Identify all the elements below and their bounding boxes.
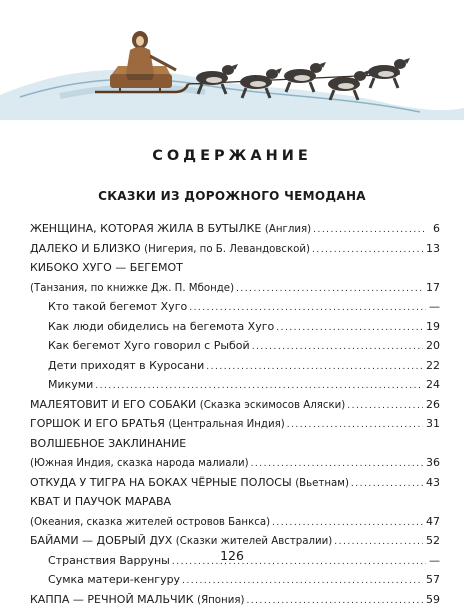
- toc-entry: [30, 456, 440, 476]
- toc-entry-source: (Южная Индия, сказка народа малиали): [30, 458, 249, 469]
- toc-entry-page: 19: [426, 320, 440, 333]
- toc-entry-title: Как люди обиделись на бегемота Хуго: [48, 320, 274, 333]
- toc-entry-title: ДАЛЕКО И БЛИЗКО: [30, 242, 141, 255]
- toc-entry-title: Кто такой бегемот Хуго: [48, 300, 187, 313]
- toc-entry-text: [30, 417, 285, 430]
- toc-entry-title: Странствия Варруны: [48, 554, 170, 567]
- toc-entry-text: [30, 242, 310, 255]
- toc-entry-text: [48, 339, 250, 352]
- toc-entry: [30, 593, 440, 612]
- toc-entry-text: [30, 281, 234, 294]
- dot-leader: [251, 459, 423, 469]
- toc-entry-page: 6: [430, 222, 440, 235]
- dot-leader: [95, 381, 423, 391]
- toc-entry-page: 26: [426, 398, 440, 411]
- toc-entry-page: 31: [426, 417, 440, 430]
- toc-entry-title: КИБОКО ХУГО — БЕГЕМОТ: [30, 261, 183, 274]
- dot-leader: [236, 284, 423, 294]
- toc-entry: [30, 300, 440, 320]
- dot-leader: [312, 245, 423, 255]
- toc-entry: [30, 437, 440, 457]
- toc-entry-page: —: [429, 554, 440, 567]
- toc-entry-page: 24: [426, 378, 440, 391]
- toc-entry-title: КВАТ И ПАУЧОК МАРАВА: [30, 495, 171, 508]
- toc-entry-page: 52: [426, 534, 440, 547]
- toc-entry-title: Микуми: [48, 378, 93, 391]
- dot-leader: [246, 596, 423, 606]
- toc-entry: [30, 339, 440, 359]
- toc-entry-title: ЖЕНЩИНА, КОТОРАЯ ЖИЛА В БУТЫЛКЕ: [30, 222, 261, 235]
- toc-entry-source: (Нигерия, по Б. Левандовской): [144, 244, 310, 255]
- dot-leader: [276, 323, 423, 333]
- dot-leader: [287, 420, 423, 430]
- toc-entry-text: [48, 573, 180, 586]
- page-number: 126: [0, 548, 464, 563]
- toc-entry-page: 57: [426, 573, 440, 586]
- toc-entry-title: ГОРШОК И ЕГО БРАТЬЯ: [30, 417, 165, 430]
- toc-entry-text: [30, 437, 186, 450]
- toc-entry-text: [30, 222, 311, 235]
- dog-sled-illustration: [0, 0, 464, 120]
- toc-entry-page: 47: [426, 515, 440, 528]
- toc-entry-text: [30, 534, 332, 547]
- dot-leader: [347, 401, 423, 411]
- dot-leader: [272, 518, 423, 528]
- toc-entry: [30, 222, 440, 242]
- toc-entry-text: [30, 515, 270, 528]
- dot-leader: [313, 225, 427, 235]
- dot-leader: [252, 342, 423, 352]
- toc-entry: [30, 476, 440, 496]
- toc-entry: [30, 359, 440, 379]
- toc-entry-text: [30, 476, 349, 489]
- toc-entry: [30, 378, 440, 398]
- toc-entry-text: [48, 378, 93, 391]
- toc-entry-source: (Танзания, по книжке Дж. П. Мбонде): [30, 283, 234, 294]
- toc-entry-page: 36: [426, 456, 440, 469]
- toc-entry: [30, 320, 440, 340]
- toc-entry-title: КАППА — РЕЧНОЙ МАЛЬЧИК: [30, 593, 194, 606]
- toc-entry: [30, 573, 440, 593]
- toc-entry-source: (Океания, сказка жителей островов Банкса): [30, 517, 270, 528]
- toc-entry-title: Сумка матери-кенгуру: [48, 573, 180, 586]
- toc-entry-source: (Вьетнам): [295, 478, 349, 489]
- toc-entry: [30, 242, 440, 262]
- toc-entry-page: 43: [426, 476, 440, 489]
- toc-entry-title: ОТКУДА У ТИГРА НА БОКАХ ЧЁРНЫЕ ПОЛОСЫ: [30, 476, 292, 489]
- dot-leader: [351, 479, 423, 489]
- toc-entry-text: [48, 359, 204, 372]
- toc-entry-page: —: [429, 300, 440, 313]
- toc-entry-page: 17: [426, 281, 440, 294]
- toc-entry-page: 13: [426, 242, 440, 255]
- toc-entry: [30, 495, 440, 515]
- toc-entry-text: [48, 320, 274, 333]
- section-title: СКАЗКИ ИЗ ДОРОЖНОГО ЧЕМОДАНА: [0, 189, 464, 203]
- toc-entry: [30, 398, 440, 418]
- contents-title: СОДЕРЖАНИЕ: [0, 148, 464, 164]
- toc-entry-page: 59: [426, 593, 440, 606]
- toc-entry-source: (Центральная Индия): [168, 419, 284, 430]
- toc-entry-page: 22: [426, 359, 440, 372]
- dot-leader: [182, 576, 423, 586]
- toc-entry-text: [48, 300, 187, 313]
- dot-leader: [334, 537, 423, 547]
- toc-entry: [30, 261, 440, 281]
- toc-entry: [30, 515, 440, 535]
- toc-entry-source: (Сказки жителей Австралии): [176, 536, 333, 547]
- toc-entry-source: (Япония): [197, 595, 244, 606]
- toc-entry-title: ВОЛШЕБНОЕ ЗАКЛИНАНИЕ: [30, 437, 186, 450]
- toc-entry-title: Как бегемот Хуго говорил с Рыбой: [48, 339, 250, 352]
- toc-entry-title: БАЙАМИ — ДОБРЫЙ ДУХ: [30, 534, 172, 547]
- toc-entry-title: МАЛЕЯТОВИТ И ЕГО СОБАКИ: [30, 398, 196, 411]
- toc-entry-text: [30, 398, 345, 411]
- toc-entry-text: [30, 456, 249, 469]
- toc-entry-text: [30, 593, 244, 606]
- toc-entry-page: 20: [426, 339, 440, 352]
- toc-entry-source: (Сказка эскимосов Аляски): [200, 400, 345, 411]
- dot-leader: [206, 362, 423, 372]
- toc-entry-text: [30, 261, 183, 274]
- toc-entry-title: Дети приходят в Куросани: [48, 359, 204, 372]
- toc-entry: [30, 417, 440, 437]
- toc-entry: [30, 281, 440, 301]
- dot-leader: [189, 303, 426, 313]
- toc-entry-text: [30, 495, 171, 508]
- toc-entry-source: (Англия): [265, 224, 311, 235]
